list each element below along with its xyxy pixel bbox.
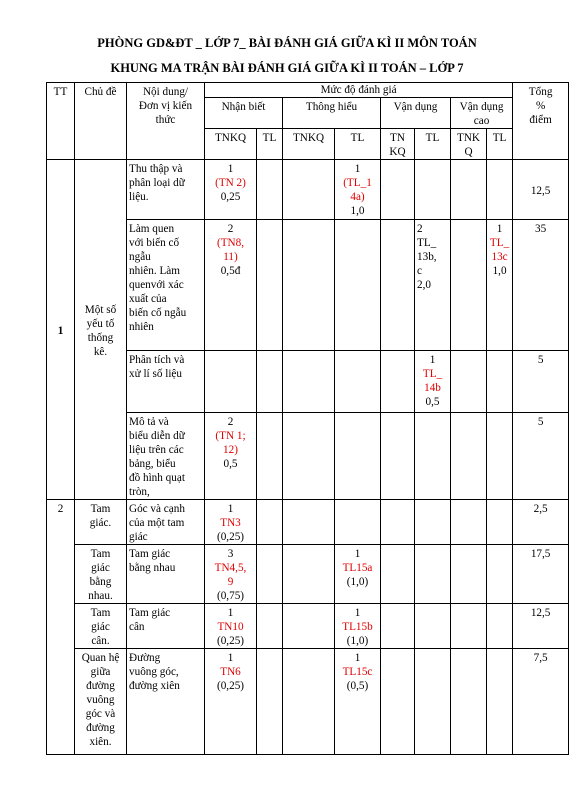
nb-tnkq-cell: 1 TN6 (0,25) [205, 649, 257, 755]
empty-cell [283, 545, 335, 604]
topic-cell: Tam giác bằng nhau. [75, 545, 127, 604]
empty-cell [415, 545, 451, 604]
empty-cell [381, 649, 415, 755]
empty-cell [257, 545, 283, 604]
header-noi-dung: Nội dung/ Đơn vị kiến thức [127, 83, 205, 160]
empty-cell [451, 545, 487, 604]
content-cell: Tam giác bằng nhau [127, 545, 205, 604]
assessment-matrix-table [46, 82, 569, 755]
content-cell: Phân tích và xử lí số liệu [127, 351, 205, 413]
th-tl-cell: 1 TL15c (0,5) [335, 649, 381, 755]
table-row [47, 604, 569, 649]
total-cell: 7,5 [513, 649, 569, 755]
total-cell: 5 [513, 413, 569, 500]
vdc-tl-cell: 1 TL_ 13c 1,0 [487, 220, 513, 351]
topic-cell: Một số yếu tố thống kê. [75, 160, 127, 500]
empty-cell [415, 413, 451, 500]
table-row [47, 545, 569, 604]
empty-cell [487, 413, 513, 500]
empty-cell [451, 160, 487, 220]
sub-th-tl: TL [335, 129, 381, 160]
empty-cell [451, 604, 487, 649]
nb-tnkq-cell: 2 (TN 1; 12) 0,5 [205, 413, 257, 500]
empty-cell [451, 500, 487, 545]
topic-cell: Quan hệ giữa đường vuông góc và đường xiên. [75, 649, 127, 755]
empty-cell [415, 160, 451, 220]
table-row [47, 160, 569, 220]
empty-cell [487, 545, 513, 604]
header-van-dung: Vận dụng [381, 98, 451, 129]
empty-cell [381, 545, 415, 604]
sub-vdc-tnkq: TNK Q [451, 129, 487, 160]
header-muc-do: Mức độ đánh giá [205, 83, 513, 98]
empty-cell [257, 220, 283, 351]
th-tl-cell: 1 (TL_1 4a) 1,0 [335, 160, 381, 220]
empty-cell [283, 649, 335, 755]
empty-cell [415, 500, 451, 545]
table-row [47, 500, 569, 545]
table-row [47, 649, 569, 755]
empty-cell [257, 649, 283, 755]
nb-tnkq-cell: 2 (TN8, 11) 0,5đ [205, 220, 257, 351]
document-title: PHÒNG GD&ĐT _ LỚP 7_ BÀI ĐÁNH GIÁ GIỮA KÌ II MÔN TOÁN [97, 36, 477, 50]
total-cell: 2,5 [513, 500, 569, 545]
content-cell: Mô tả và biểu diễn dữ liệu trên các bảng, biểu đồ hình quạt tròn, [127, 413, 205, 500]
header-van-dung-cao: Vận dụng cao [451, 98, 513, 129]
th-tl-cell: 1 TL15b (1,0) [335, 604, 381, 649]
empty-cell [283, 413, 335, 500]
header-nhan-biet: Nhận biết [205, 98, 283, 129]
empty-cell [487, 351, 513, 413]
empty-cell [451, 220, 487, 351]
empty-cell [257, 604, 283, 649]
header-tong: Tổng % điểm [513, 83, 569, 160]
total-cell: 5 [513, 351, 569, 413]
empty-cell [381, 604, 415, 649]
empty-cell [335, 500, 381, 545]
empty-cell [283, 220, 335, 351]
total-cell: 17,5 [513, 545, 569, 604]
empty-cell [451, 413, 487, 500]
topic-cell: Tam giác cân. [75, 604, 127, 649]
empty-cell [381, 351, 415, 413]
empty-cell [335, 220, 381, 351]
sub-nb-tnkq: TNKQ [205, 129, 257, 160]
content-cell: Tam giác cân [127, 604, 205, 649]
total-cell: 12,5 [513, 160, 569, 220]
vd-tl-cell: 2 TL_ 13b, c 2,0 [415, 220, 451, 351]
nb-tnkq-cell: 3 TN4,5, 9 (0,75) [205, 545, 257, 604]
empty-cell [451, 351, 487, 413]
empty-cell [487, 649, 513, 755]
empty-cell [381, 160, 415, 220]
nb-tnkq-cell: 1 TN10 (0,25) [205, 604, 257, 649]
document-subtitle: KHUNG MA TRẬN BÀI ĐÁNH GIÁ GIỮA KÌ II TOÁN – LỚP 7 [110, 61, 464, 75]
sub-th-tnkq: TNKQ [283, 129, 335, 160]
empty-cell [283, 351, 335, 413]
header-thong-hieu: Thông hiểu [283, 98, 381, 129]
empty-cell [335, 413, 381, 500]
sub-nb-tl: TL [257, 129, 283, 160]
empty-cell [283, 500, 335, 545]
empty-cell [283, 160, 335, 220]
empty-cell [381, 413, 415, 500]
empty-cell [283, 604, 335, 649]
content-cell: Góc và cạnh của một tam giác [127, 500, 205, 545]
empty-cell [257, 413, 283, 500]
total-cell: 35 [513, 220, 569, 351]
header-row-1 [47, 83, 569, 98]
nb-tnkq-cell: 1 TN3 (0,25) [205, 500, 257, 545]
content-cell: Đường vuông góc, đường xiên [127, 649, 205, 755]
empty-cell [257, 160, 283, 220]
empty-cell [205, 351, 257, 413]
empty-cell [487, 500, 513, 545]
topic-cell: Tam giác. [75, 500, 127, 545]
sub-vdc-tl: TL [487, 129, 513, 160]
empty-cell [257, 500, 283, 545]
empty-cell [487, 604, 513, 649]
empty-cell [257, 351, 283, 413]
content-cell: Làm quen với biến cố ngẫu nhiên. Làm quenvới xác xuất của biến cố ngẫu nhiên [127, 220, 205, 351]
th-tl-cell: 1 TL15a (1,0) [335, 545, 381, 604]
empty-cell [487, 160, 513, 220]
section-number: 1 [47, 160, 75, 500]
header-tt: TT [47, 83, 75, 160]
empty-cell [415, 649, 451, 755]
header-chu-de: Chủ đề [75, 83, 127, 160]
empty-cell [415, 604, 451, 649]
empty-cell [451, 649, 487, 755]
empty-cell [335, 351, 381, 413]
content-cell: Thu thập và phân loại dữ liệu. [127, 160, 205, 220]
empty-cell [381, 500, 415, 545]
nb-tnkq-cell: 1 (TN 2) 0,25 [205, 160, 257, 220]
empty-cell [381, 220, 415, 351]
sub-vd-tnkq: TN KQ [381, 129, 415, 160]
total-cell: 12,5 [513, 604, 569, 649]
sub-vd-tl: TL [415, 129, 451, 160]
section-number: 2 [47, 500, 75, 755]
vd-tl-cell: 1 TL_ 14b 0,5 [415, 351, 451, 413]
